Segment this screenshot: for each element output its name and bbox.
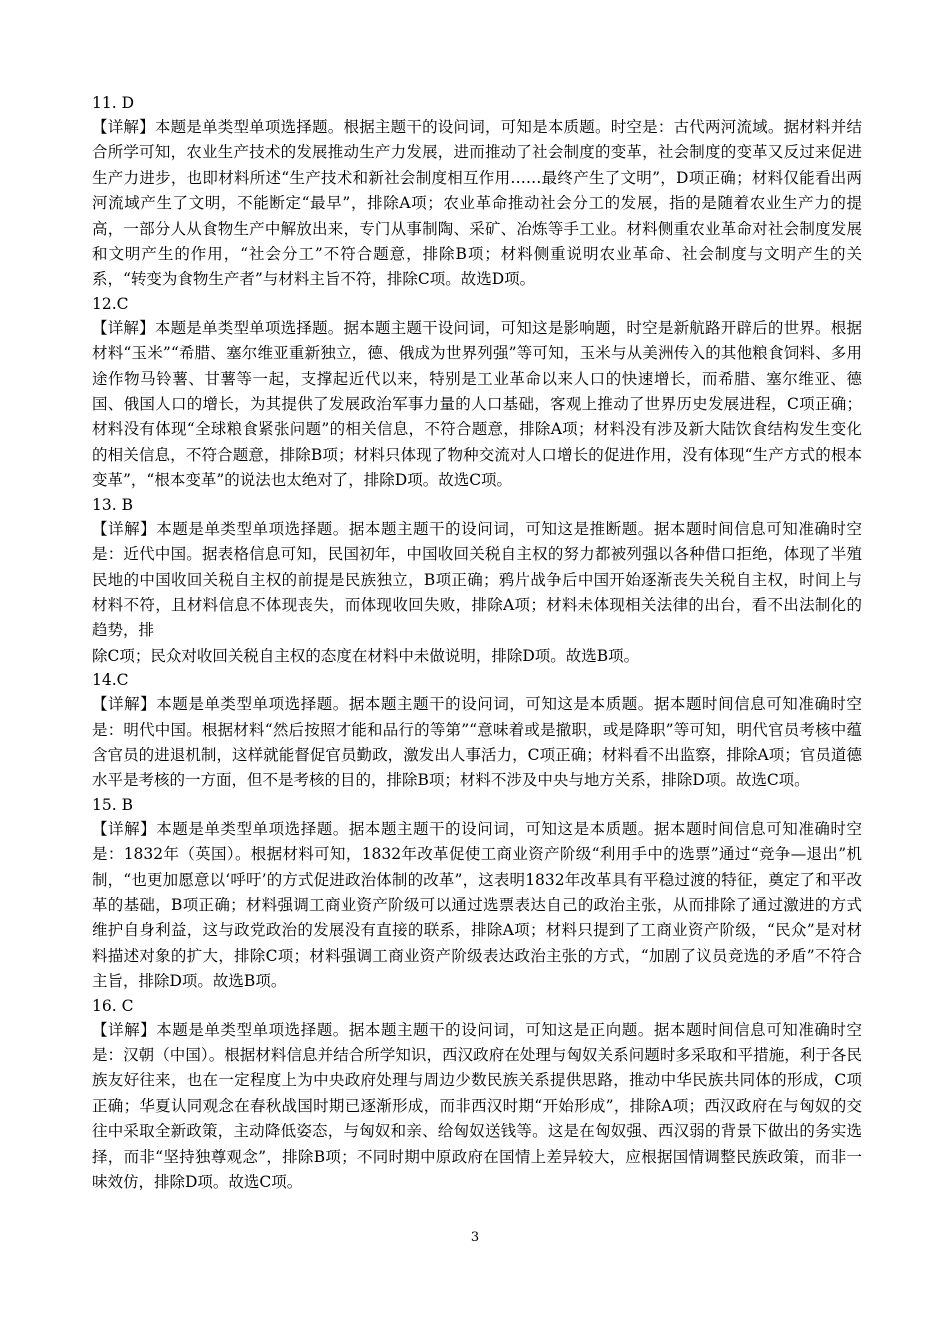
question-number: 11. D	[92, 94, 135, 112]
question-12	[92, 293, 862, 494]
explanation-paragraph: 【详解】本题是单类型单项选择题。据本题主题干的设问词，可知这是本质题。据本题时间信息可知准确时空是：明代中国。根据材料“然后按照才能和品行的等第”“意味着或是撤职，或是降职”等可知，明代官员考核中蕴含官员的进退机制，这样就能督促官员勤政，激发出人事活力，C项正确；材料看不出监察，排除A项；官员道德水平是考核的一方面，但不是考核的目的，排除B项；材料不涉及中央与地方关系，排除D项。故选C项。	[92, 695, 862, 790]
question-16	[92, 995, 862, 1196]
question-13	[92, 494, 862, 669]
explanation-paragraph: 【详解】本题是单类型单项选择题。据本题主题干设问词，可知这是影响题，时空是新航路开辟后的世界。根据材料“玉米”“希腊、塞尔维亚重新独立，德、俄成为世界列强”等可知，玉米与从美洲传入的其他粮食饲料、多用途作物马铃薯、甘薯等一起，支撑起近代以来，特别是工业革命以来人口的快速增长，而希腊、塞尔维亚、德国、俄国人口的增长，为其提供了发展政治军事力量的人口基础，客观上推动了世界历史发展进程，C项正确；材料没有体现“全球粮食紧张问题”的相关信息，不符合题意，排除A项；材料没有涉及新大陆饮食结构发生变化的相关信息，不符合题意，排除B项；材料只体现了物种交流对人口增长的促进作用，没有体现“生产方式的根本变革”，“根本变革”的说法也太绝对了，排除D项。故选C项。	[92, 318, 862, 490]
question-number: 12.C	[92, 294, 129, 313]
question-11	[92, 92, 862, 293]
question-explanation	[92, 817, 862, 995]
question-number: 13. B	[92, 495, 133, 514]
question-explanation	[92, 115, 862, 293]
question-explanation	[92, 692, 862, 794]
explanation-paragraph: 【详解】本题是单类型单项选择题。据本题主题干的设问词，可知这是正向题。据本题时间信息可知准确时空是：汉朝（中国）。根据材料信息并结合所学知识，西汉政府在处理与匈奴关系问题时多采取和平措施，利于各民族友好往来，也在一定程度上为中央政府处理与周边少数民族关系提供思路，推动中华民族共同体的形成，C项正确；华夏认同观念在春秋战国时期已逐渐形成，而非西汉时期“开始形成”，排除A项；西汉政府在与匈奴的交往中采取全新政策，主动降低姿态，与匈奴和亲、给匈奴送钱等。这是在匈奴强、西汉弱的背景下做出的务实选择，而非“坚持独尊观念”，排除B项；不同时期中原政府在国情上差异较大，应根据国情调整民族政策，而非一味效仿，排除D项。故选C项。	[92, 1020, 862, 1192]
question-number: 15. B	[92, 795, 133, 814]
question-number: 14.C	[92, 671, 129, 690]
explanation-paragraph: 【详解】本题是单类型单项选择题。根据主题干的设问词，可知是本质题。时空是：古代两河流域。据材料并结合所学可知，农业生产技术的发展推动生产力发展，进而推动了社会制度的变革，社会制度的变革又反过来促进生产力进步，也即材料所述“生产技术和新社会制度相互作用……最终产生了文明”，D项正确；材料仅能看出两河流域产生了文明，不能断定“最早”，排除A项；农业革命推动社会分工的发展，指的是随着农业生产力的提高，一部分人从食物生产中解放出来，专门从事制陶、采矿、冶炼等手工业。材料侧重农业革命对社会制度发展和文明产生的作用，“社会分工”不符合题意，排除B项；材料侧重说明农业革命、社会制度与文明产生的关系，“转变为食物生产者”与材料主旨不符，排除C项。故选D项。	[92, 118, 862, 289]
answer-page	[92, 92, 862, 1195]
question-explanation	[92, 1018, 862, 1196]
question-explanation	[92, 517, 862, 669]
question-number: 16. C	[92, 996, 134, 1015]
question-15	[92, 794, 862, 995]
explanation-paragraph: 【详解】本题是单类型单项选择题。据本题主题干的设问词，可知这是本质题。据本题时间信息可知准确时空是：1832年（英国）。根据材料可知，1832年改革促使工商业资产阶级“利用手中的选票”通过“竞争—退出”机制，“也更加愿意以‘呼吁’的方式促进政治体制的改革”，这表明1832年改革具有平稳过渡的特征，奠定了和平改革的基础，B项正确；材料强调工商业资产阶级可以通过选票表达自己的政治主张，从而排除了通过激进的方式维护自身利益，这与政党政治的发展没有直接的联系，排除A项；材料只提到了工商业资产阶级，“民众”是对材料描述对象的扩大，排除C项；材料强调工商业资产阶级表达政治主张的方式，“加剧了议员竞选的矛盾”不符合主旨，排除D项。故选B项。	[92, 819, 862, 991]
question-14	[92, 669, 862, 794]
explanation-paragraph: 【详解】本题是单类型单项选择题。据本题主题干的设问词，可知这是推断题。据本题时间信息可知准确时空是：近代中国。据表格信息可知，民国初年，中国收回关税自主权的努力都被列强以各种借口拒绝，体现了半殖民地的中国收回关税自主权的前提是民族独立，B项正确；鸦片战争后中国开始逐渐丧失关税自主权，时间上与材料不符，且材料信息不体现丧失，而体现收回失败，排除A项；材料未体现相关法律的出台，看不出法制化的趋势，排	[92, 519, 862, 640]
page-number: 3	[470, 1230, 480, 1245]
question-explanation	[92, 316, 862, 494]
explanation-paragraph: 除C项；民众对收回关税自主权的态度在材料中未做说明，排除D项。故选B项。	[92, 646, 640, 665]
